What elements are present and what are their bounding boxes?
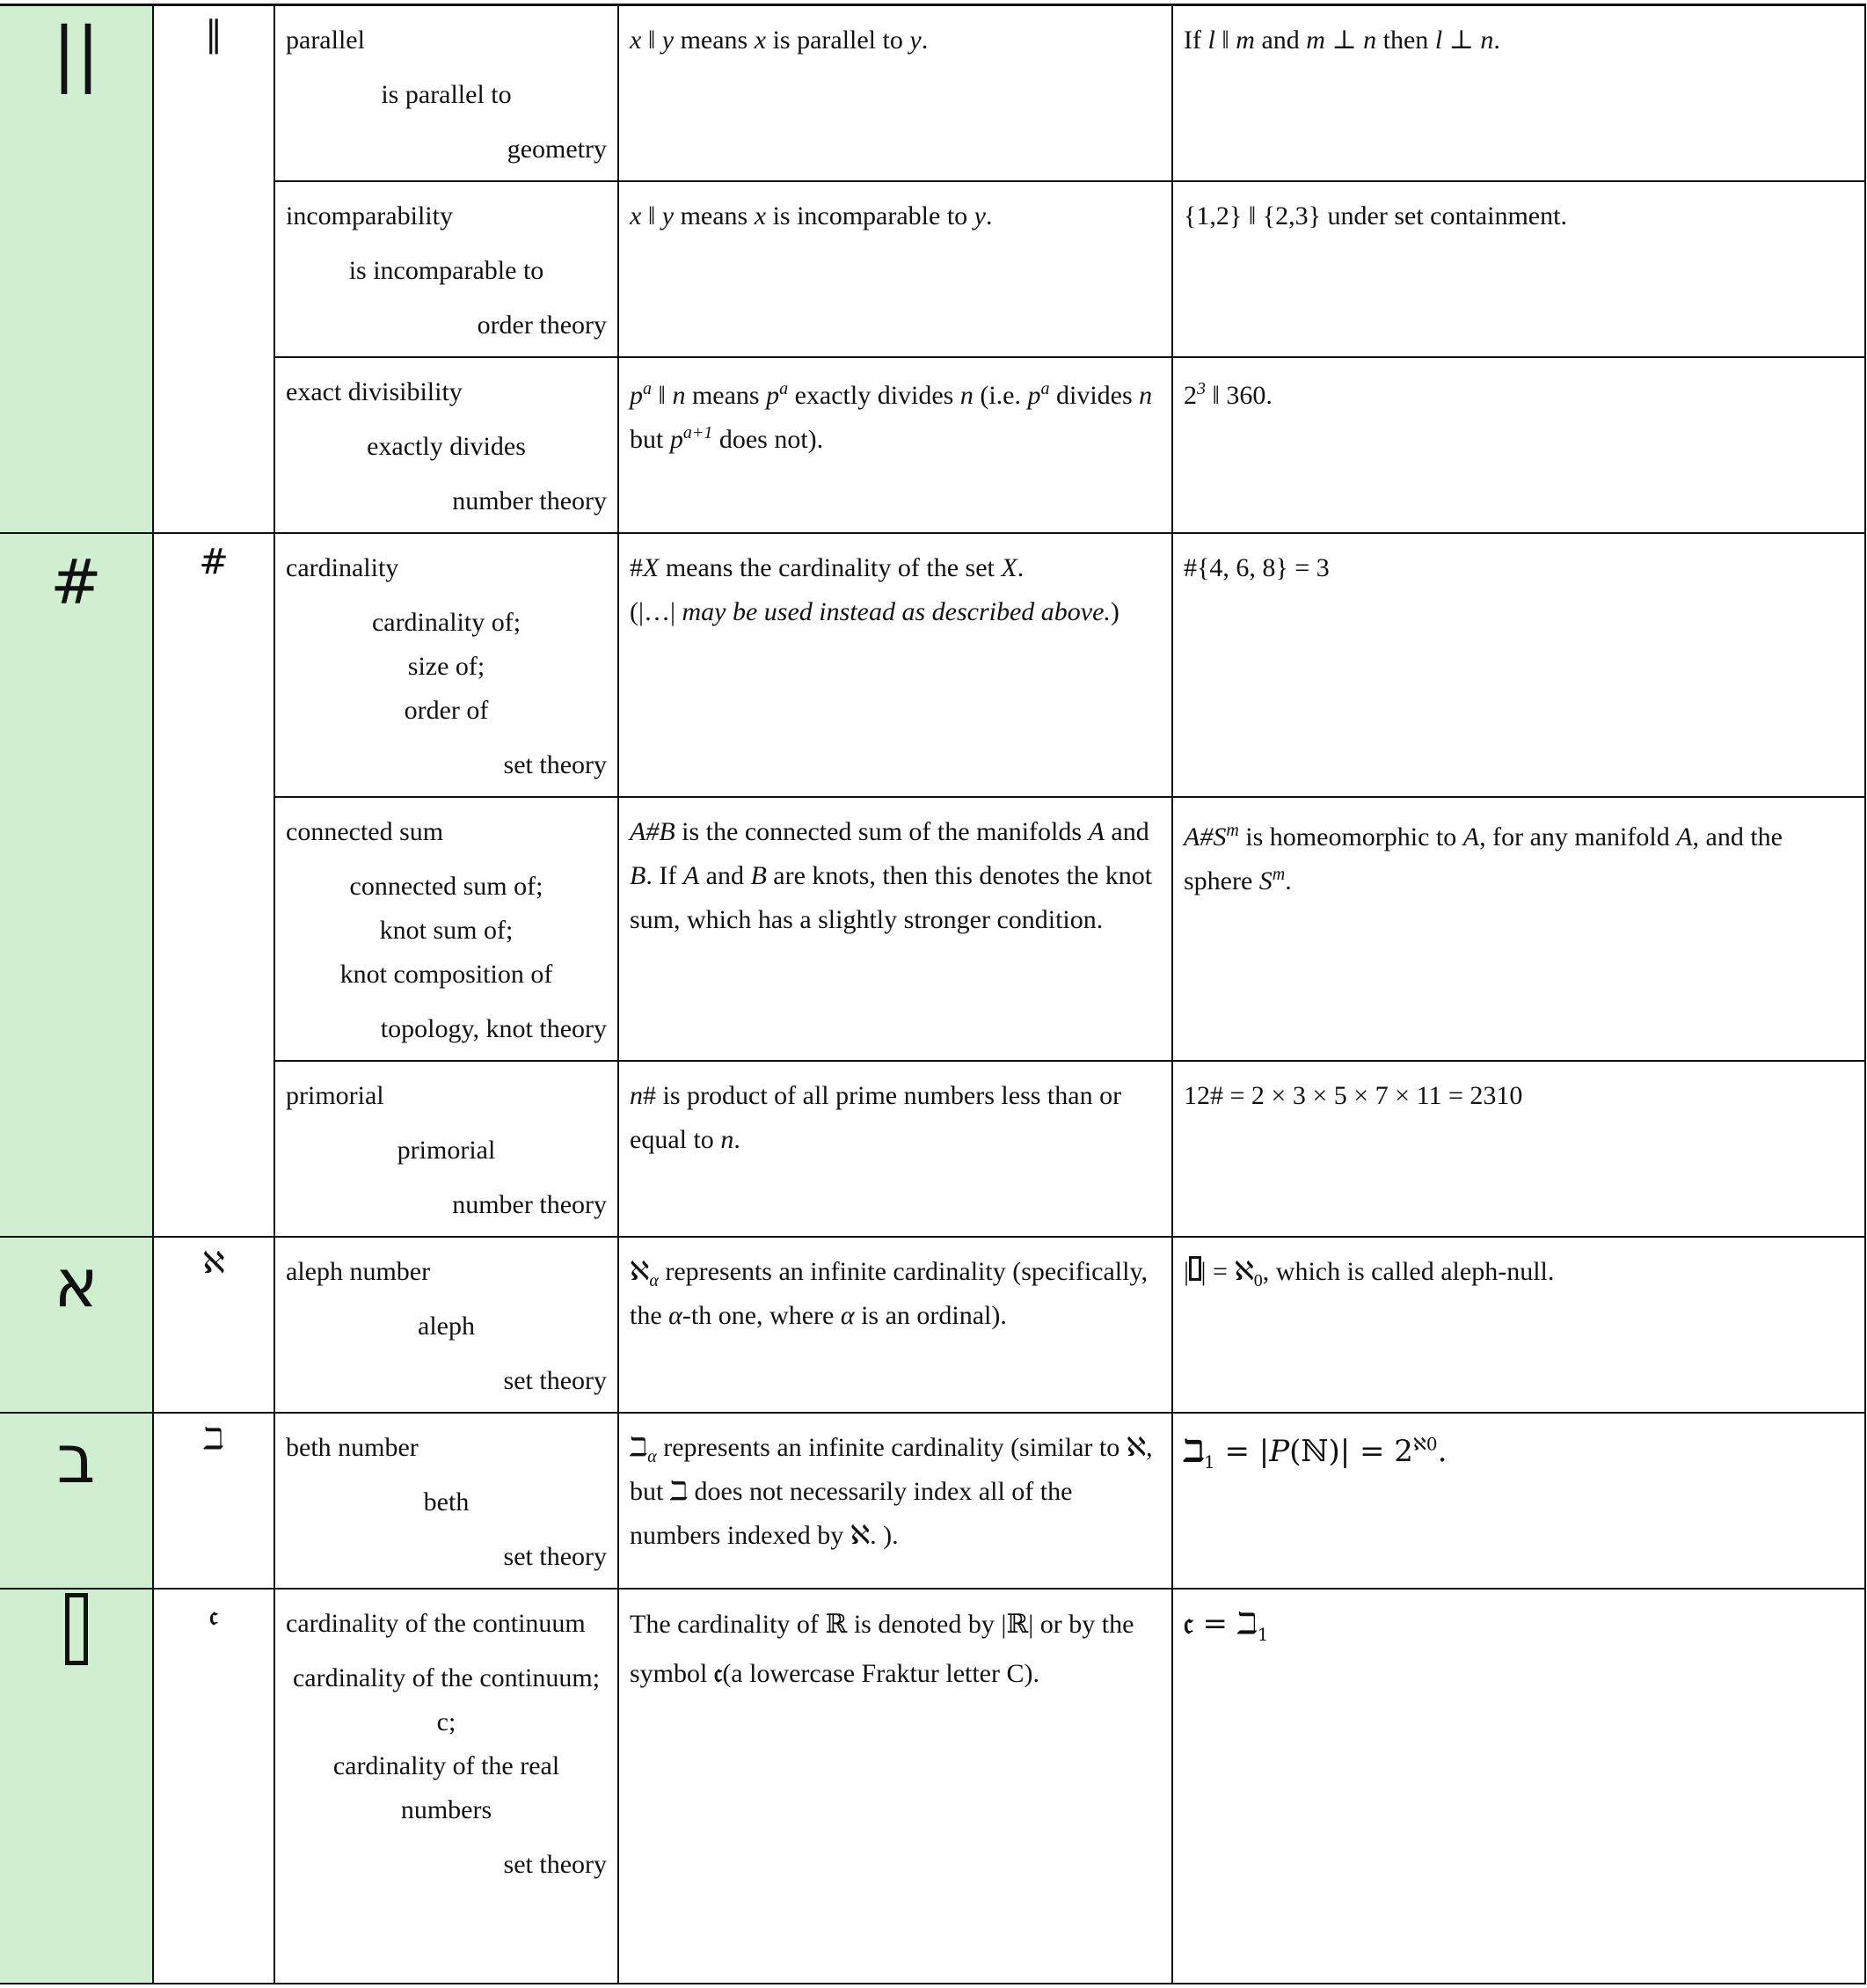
entry-reading: c; <box>436 1707 456 1736</box>
hash-symbol-small: # <box>199 541 229 582</box>
entry-field: set theory <box>503 1365 607 1395</box>
description-cell: x ‖ y means x is incomparable to y. <box>618 181 1172 357</box>
name-cell <box>274 1061 618 1237</box>
entry-field: number theory <box>452 1189 607 1219</box>
parallel-symbol-large: || <box>52 12 100 94</box>
example-cell: 12# = 2 × 3 × 5 × 7 × 11 = 2310 <box>1172 1061 1865 1237</box>
symbol-cell-large <box>0 1237 153 1413</box>
description-cell: ℵ$_\alpha$ represents an infinite cardinality (specifically, the α-th one, where α is an ordinal). <box>618 1237 1172 1413</box>
description-cell: A#B is the connected sum of the manifolds A and B. If A and B are knots, then this denotes the knot sum, which has a slightly stronger condition. <box>618 797 1172 1061</box>
name-cell <box>274 1413 618 1589</box>
description-cell: x ‖ y means x is parallel to y. <box>618 5 1172 181</box>
entry-reading: exactly divides <box>367 431 526 461</box>
entry-name: aleph number <box>286 1256 431 1286</box>
symbol-cell-large <box>0 1413 153 1589</box>
description-cell: n# is product of all prime numbers less than or equal to n. <box>618 1061 1172 1237</box>
entry-reading: cardinality of the continuum; <box>292 1663 601 1692</box>
symbol-cell-small <box>153 5 274 533</box>
table-row <box>0 797 1865 1061</box>
example-cell: ℶ$_1$ = |P(ℕ)| = $2^{ℵ0}$. <box>1172 1413 1865 1589</box>
table-row <box>0 1413 1865 1589</box>
fraktur-c-symbol-small: 𝔠 <box>209 1600 218 1632</box>
entry-reading: size of; <box>407 651 485 681</box>
table-row <box>0 533 1865 797</box>
description-cell: #X means the cardinality of the set X. (|…| may be used instead as described above.) <box>618 533 1172 797</box>
entry-reading: knot composition of <box>339 959 553 989</box>
table-row <box>0 1237 1865 1413</box>
description-cell: ℶ$_\alpha$ represents an infinite cardinality (similar to ℵ, but ℶ does not necessarily index all of the numbers indexed by ℵ. ). <box>618 1413 1172 1589</box>
entry-field: set theory <box>503 749 607 779</box>
entry-field: topology, knot theory <box>380 1013 607 1043</box>
example-cell: $2^3$ ‖ 360. <box>1172 357 1865 533</box>
entry-reading: cardinality of; <box>371 607 521 637</box>
table-row <box>0 5 1865 181</box>
name-cell <box>274 357 618 533</box>
entry-reading: is parallel to <box>381 80 512 109</box>
entry-reading: order of <box>404 695 489 725</box>
entry-reading: is incomparable to <box>348 255 544 285</box>
example-cell: #{4, 6, 8} = 3 <box>1172 533 1865 797</box>
description-cell: $p^a$ ‖ n means $p^a$ exactly divides n (i.e. $p^a$ divides n but $p^{a+1}$ does not). <box>618 357 1172 533</box>
symbol-cell-small <box>153 1237 274 1413</box>
name-cell <box>274 797 618 1061</box>
missing-glyph-icon <box>65 1593 88 1665</box>
example-cell: | | = ℵ$_0$, which is called aleph-null. <box>1172 1237 1865 1413</box>
symbol-cell-large <box>0 1589 153 1984</box>
math-symbols-table <box>0 4 1866 1984</box>
example-cell: 𝔠 = ℶ$_1$ <box>1172 1589 1865 1984</box>
name-cell <box>274 5 618 181</box>
example-cell: If l ‖ m and m ⊥ n then l ⊥ n. <box>1172 5 1865 181</box>
hash-symbol-large: # <box>50 545 102 618</box>
entry-field: number theory <box>452 486 607 515</box>
entry-reading: cardinality of the real numbers <box>332 1750 560 1824</box>
entry-field: geometry <box>507 135 607 164</box>
table-row <box>0 1061 1865 1237</box>
entry-reading: connected sum of; <box>349 871 543 901</box>
entry-name: exact divisibility <box>286 376 463 406</box>
entry-field: set theory <box>503 1849 607 1879</box>
beth-icon: ℶ <box>630 1432 648 1462</box>
table-row <box>0 181 1865 357</box>
entry-name: connected sum <box>286 816 444 846</box>
entry-name: parallel <box>286 26 365 55</box>
example-cell: {1,2} ‖ {2,3} under set containment. <box>1172 181 1865 357</box>
aleph-icon: ℵ <box>630 1256 650 1286</box>
symbol-cell-small <box>153 1413 274 1589</box>
symbol-cell-small <box>153 1589 274 1984</box>
missing-glyph-icon <box>1189 1256 1201 1282</box>
entry-reading: knot sum of; <box>379 915 514 945</box>
beth-symbol-small: ℶ <box>203 1421 224 1457</box>
example-cell: $A\#S^m$ is homeomorphic to A, for any manifold A, and the sphere $S^m$. <box>1172 797 1865 1061</box>
name-cell <box>274 1237 618 1413</box>
entry-field: order theory <box>477 310 607 340</box>
entry-name: incomparability <box>286 201 453 230</box>
entry-name: primorial <box>286 1080 384 1110</box>
entry-name: beth number <box>286 1432 419 1462</box>
parallel-symbol-small: ‖ <box>205 14 222 55</box>
entry-reading: primorial <box>397 1135 496 1165</box>
description-cell: The cardinality of ℝ is denoted by |ℝ| or by the symbol 𝔠(a lowercase Fraktur letter C). <box>618 1589 1172 1984</box>
aleph-symbol-large: א <box>54 1243 98 1322</box>
symbol-cell-large <box>0 5 153 533</box>
entry-name: cardinality of the continuum <box>286 1608 586 1638</box>
aleph-symbol-small: ℵ <box>202 1245 225 1281</box>
entry-name: cardinality <box>286 552 399 582</box>
symbol-cell-small <box>153 533 274 1237</box>
entry-reading: beth <box>423 1487 470 1517</box>
symbol-cell-large <box>0 533 153 1237</box>
table-row <box>0 1589 1865 1984</box>
name-cell <box>274 181 618 357</box>
table-row <box>0 357 1865 533</box>
fraktur-c-icon: 𝔠 <box>713 1657 723 1689</box>
entry-reading: aleph <box>418 1311 475 1341</box>
entry-field: set theory <box>503 1541 607 1571</box>
name-cell <box>274 1589 618 1984</box>
name-cell <box>274 533 618 797</box>
beth-symbol-large: ב <box>56 1419 96 1498</box>
